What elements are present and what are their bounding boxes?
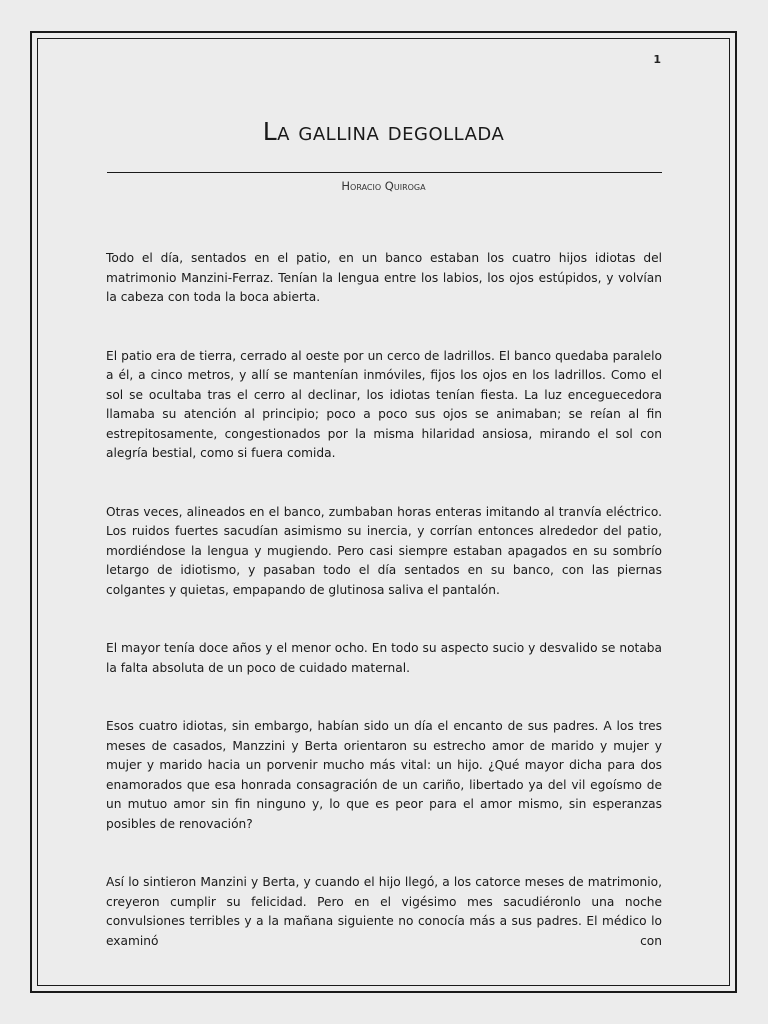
story-body	[106, 249, 662, 990]
title-divider	[107, 172, 662, 173]
document-page	[30, 31, 737, 993]
paragraph: El mayor tenía doce años y el menor ocho. En todo su aspecto sucio y desvalido se notaba la falta absoluta de un poco de cuidado maternal.	[106, 641, 662, 675]
paragraph: Esos cuatro idiotas, sin embargo, habían sido un día el encanto de sus padres. A los tres meses de casados, Manzzini y Berta orientaron su estrecho amor de marido y mujer y mujer y marido hacia un porvenir mucho más vital: un hijo. ¿Qué mayor dicha para dos enamorados que esa honrada consagración de un cariño, libertado ya del vil egoísmo de un mutuo amor sin fin ninguno y, lo que es peor para el amor mismo, sin esperanzas posibles de renovación?	[106, 719, 662, 831]
paragraph: Todo el día, sentados en el patio, en un banco estaban los cuatro hijos idiotas del matrimonio Manzini-Ferraz. Tenían la lengua entre los labios, los ojos estúpidos, y volvían la cabeza con toda la boca abierta.	[106, 251, 662, 304]
page-inner-border	[37, 38, 730, 986]
author-name: Horacio Quiroga	[341, 179, 426, 193]
paragraph: Otras veces, alineados en el banco, zumbaban horas enteras imitando al tranvía eléctrico. Los ruidos fuertes sacudían asimismo su inercia, y corrían entonces alrededor del patio, mordiéndose la lengua y mugiendo. Pero casi siempre estaban apagados en su sombrío letargo de idiotismo, y pasaban todo el día sentados en su banco, con las piernas colgantes y quietas, empapando de glutinosa saliva el pantalón.	[106, 504, 662, 597]
page-number: 1	[653, 53, 661, 66]
story-title: La gallina degollada	[262, 117, 505, 146]
paragraph: El patio era de tierra, cerrado al oeste por un cerco de ladrillos. El banco quedaba paralelo a él, a cinco metros, y allí se mantenían inmóviles, fijos los ojos en los ladrillos. Como el sol se ocultaba tras el cerro al declinar, los idiotas tenían fiesta. La luz enceguecedora llamaba su atención al principio; poco a poco sus ojos se animaban; se reían al fin estrepitosamente, congestionados por la misma hilaridad ansiosa, mirando el sol con alegría bestial, como si fuera comida.	[106, 348, 662, 460]
paragraph: Así lo sintieron Manzini y Berta, y cuando el hijo llegó, a los catorce meses de matrimonio, creyeron cumplir su felicidad. Pero en el vigésimo mes sacudiéronlo una noche convulsiones terribles y a la mañana siguiente no conocía más a sus padres. El médico lo examinó con	[106, 875, 662, 948]
